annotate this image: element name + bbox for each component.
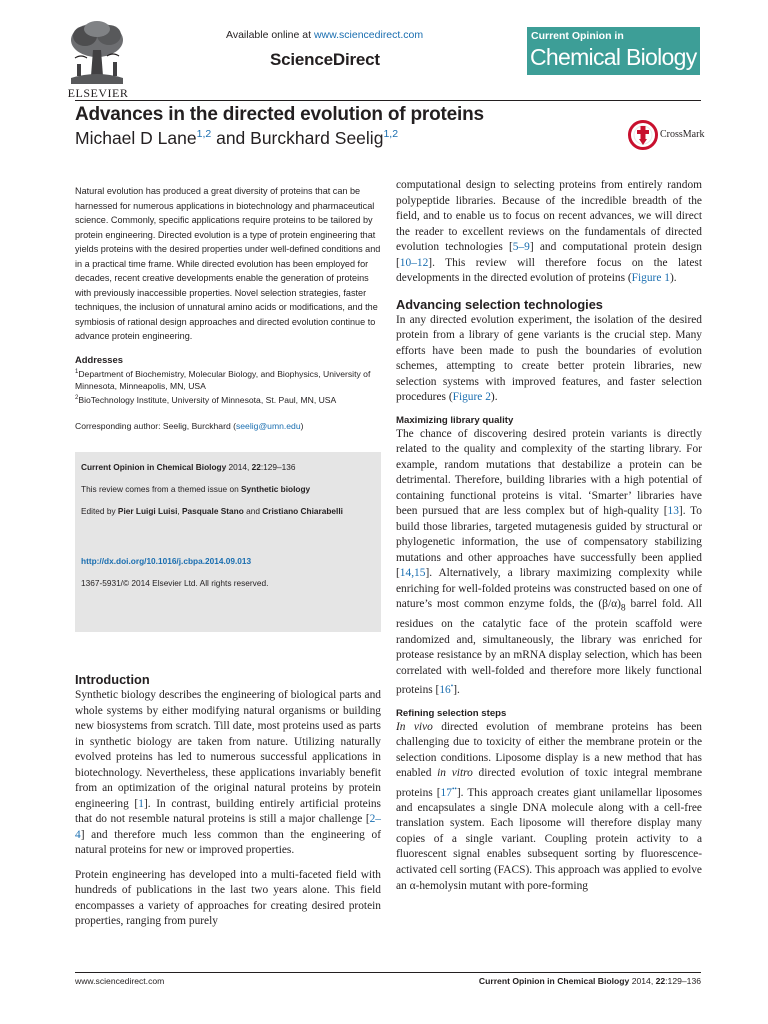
body-text-span: ]. In contrast, building entirely artificial proteins that do not resemble natural proteins is still a major challenge [ <box>75 797 381 826</box>
citation-year: 2014, <box>226 462 252 473</box>
journal-banner-large: Chemical Biology <box>530 44 697 70</box>
address-text: BioTechnology Institute, University of Minnesota, St. Paul, MN, USA <box>78 395 337 406</box>
body-text-span: barrel fold. All residues on the catalytic face of the protein scaffold were randomized and, simultaneously, the library was enriched for protease resistance by an mRNA display selection, which has been correlated with well-folded and therefore more likely functional proteins [ <box>396 598 702 697</box>
theme-line <box>81 483 375 495</box>
crossmark-icon <box>628 120 658 150</box>
intro-continuation-paragraph <box>396 178 702 287</box>
footer-journal: Current Opinion in Chemical Biology <box>478 976 630 986</box>
reference-marker: • <box>450 682 454 691</box>
address-number: 2 <box>75 395 79 402</box>
refining-selection-paragraph <box>396 720 702 894</box>
body-text-span: directed evolution of toxic integral membrane proteins [ <box>396 767 702 799</box>
body-text-span: In any directed evolution experiment, the isolation of the desired protein from a library of gene variants is the crucial step. Many efforts have been made to push the boundaries of evolution schemes, attempting to create better protein libraries, new selection systems with improved features, and faster selection procedures ( <box>396 313 702 404</box>
editor-name: Pasquale Stano <box>182 506 244 517</box>
library-quality-paragraph <box>396 427 702 699</box>
reference-marker: •• <box>451 784 457 793</box>
edited-prefix: Edited by <box>81 506 118 517</box>
body-text-span: ]. <box>453 684 460 697</box>
header-divider <box>75 100 701 101</box>
body-text-span: ]. This review will therefore focus on the latest developments in the directed evolution of proteins ( <box>396 256 702 285</box>
corresponding-author <box>75 420 381 432</box>
body-text-span: ]. To build those libraries, targeted mutagenesis guided by structural or phylogenetic information, the use of compensatory stabilizing mutations and other approaches have successfully been applied [ <box>396 505 702 580</box>
edited-by-line <box>81 505 375 517</box>
editor-name: Cristiano Chiarabelli <box>262 506 343 517</box>
body-text-span: ]. This approach creates giant unilamellar liposomes and encapsulates a single DNA molecule along with a cell-free translation system. Each liposome will therefore display many copies of a single variant. Coupling protein activity to a fluorescent signal enables subsequent sorting by fluorescence-activated cell sorting (FACS). This approach was applied to evolve an α-hemolysin mutant with pore-forming <box>396 786 703 892</box>
author-name[interactable]: Michael D Lane <box>75 128 197 148</box>
reference-link[interactable]: 14,15 <box>399 567 426 580</box>
addresses-heading: Addresses <box>75 354 123 366</box>
article-title: Advances in the directed evolution of proteins <box>75 104 484 125</box>
editor-name: Pier Luigi Luisi <box>117 506 178 517</box>
sciencedirect-link[interactable]: www.sciencedirect.com <box>313 29 424 41</box>
address-number: 1 <box>75 369 79 376</box>
selection-technologies-heading: Advancing selection technologies <box>396 296 603 312</box>
footer-citation <box>479 976 701 986</box>
author-conjunction: and <box>211 128 251 148</box>
body-text-span: ] and computational protein design [ <box>396 241 702 269</box>
elsevier-tree-logo <box>67 20 127 92</box>
author-email-link[interactable]: seelig@umn.edu <box>235 421 301 432</box>
footer-volume: 22 <box>655 976 666 986</box>
theme-prefix: This review comes from a themed issue on <box>81 484 242 495</box>
introduction-heading: Introduction <box>75 672 150 687</box>
body-text-span: Synthetic biology describes the engineering of biological parts and whole systems by either modifying natural organisms or building new biosystems from scratch. Till date, most proteins used as parts in synthetic biology are taken from nature. Utilizing naturally evolved proteins has led to numerous successful applications in biotechnology. Nevertheless, these applications invariably benefit from an optimization of the original natural proteins by protein engineering [ <box>75 689 381 810</box>
selection-technologies-paragraph <box>396 313 702 406</box>
publisher-name: ELSEVIER <box>67 86 129 100</box>
author-name[interactable]: Burckhard Seelig <box>250 128 384 148</box>
reference-link[interactable]: 13 <box>667 505 679 518</box>
body-text-span: The chance of discovering desired protein variants is directly related to the quality and complexity of the starting library. For example, random mutations that destabilize a protein can be detrimental. Therefore, building libraries with a high potential of containing functional proteins is vital. ‘Smarter’ libraries have been pursued that are less complex but of high-quality [ <box>396 427 702 518</box>
body-text-span: ] and therefore much less common than the engineering of natural proteins for new or improved properties. <box>75 828 381 857</box>
reference-link[interactable]: 1 <box>138 797 144 810</box>
figure-link[interactable]: Figure 1 <box>631 272 670 285</box>
author-line <box>75 128 398 149</box>
abstract: Natural evolution has produced a great diversity of proteins that can be harnessed for numerous applications in biotechnology and pharmaceutical science. Commonly, specific applications require proteins to be tailored by protein engineering. Directed evolution is a type of protein engineering that yields proteins with the desired properties under well-defined conditions and in a practical time frame. While directed evolution has been employed for decades, recent creative developments enable the generation of proteins with previously inaccessible properties. Novel selection strategies, faster techniques, the inclusion of unnatural amino acids or modifications, and the symbiosis of rational design approaches and directed evolution continue to advance protein engineering. <box>75 186 381 342</box>
reference-link[interactable]: 5–9 <box>512 241 530 254</box>
editor-separator: , <box>177 506 182 517</box>
body-text-span: ]. Alternatively, a library maximizing complexity while enriching for well-folded proteins was constructed based on one of nature’s most common enzyme folds, the (β/α) <box>396 567 702 611</box>
doi-link[interactable]: http://dx.doi.org/10.1016/j.cbpa.2014.09.013 <box>81 556 252 567</box>
citation-volume: 22 <box>251 462 261 473</box>
body-text-span: ). <box>669 272 677 285</box>
corresponding-prefix: Corresponding author: Seelig, Burckhard ( <box>75 421 236 432</box>
body-text-span: computational design to selecting proteins from entirely random polypeptide libraries. Because of the incredible breadth of the field, and to enable us to focus on recent advances, we will direct the reader to excellent reviews on the fundamentals of directed evolution technologies [ <box>396 179 702 254</box>
body-text-span: ). <box>490 391 498 404</box>
library-quality-heading: Maximizing library quality <box>396 414 514 426</box>
italic-term: In vivo <box>396 720 433 733</box>
crossmark-label: CrossMark <box>660 129 705 140</box>
corresponding-suffix: ) <box>300 421 304 432</box>
reference-link[interactable]: 16 <box>439 684 451 697</box>
address-1 <box>75 366 381 392</box>
copyright-line: 1367-5931/© 2014 Elsevier Ltd. All rights reserved. <box>81 578 269 589</box>
available-online-line <box>226 29 423 41</box>
citation-pages: :129–136 <box>260 462 296 473</box>
article-info-box <box>75 452 381 632</box>
footer-website[interactable]: www.sciencedirect.com <box>75 976 165 986</box>
footer-pages: :129–136 <box>665 976 701 986</box>
left-column <box>75 178 381 632</box>
introduction-section <box>75 672 381 930</box>
footer-divider <box>75 972 701 973</box>
figure-link[interactable]: Figure 2 <box>452 391 491 404</box>
address-2 <box>75 392 381 406</box>
citation-journal: Current Opinion in Chemical Biology <box>81 462 227 473</box>
affiliation-ref[interactable]: 1,2 <box>383 128 399 141</box>
sciencedirect-brand: ScienceDirect <box>270 50 380 69</box>
available-online-text: Available online at <box>226 29 314 41</box>
doi-line <box>81 555 375 567</box>
introduction-paragraph-1 <box>75 688 381 859</box>
subscript: 8 <box>620 603 626 614</box>
reference-link[interactable]: 10–12 <box>399 256 429 269</box>
right-column <box>396 178 702 894</box>
introduction-paragraph-2: Protein engineering has developed into a multi-faceted field with hundreds of publications in the last two years alone. This field encompasses a variety of approaches for creating desired protein properties, ranging from purely <box>75 868 381 928</box>
crossmark-badge[interactable] <box>628 120 708 150</box>
editor-separator: and <box>243 506 263 517</box>
footer-year: 2014, <box>629 976 656 986</box>
reference-link[interactable]: 2–4 <box>75 813 381 841</box>
affiliation-ref[interactable]: 1,2 <box>196 128 212 141</box>
italic-term: in vitro <box>437 767 473 780</box>
body-text-span: directed evolution of membrane proteins has been challenging due to toxicity of either the membrane protein or the selection conditions. Liposome display is a new method that has enabled <box>396 720 702 780</box>
citation-line <box>81 461 375 473</box>
journal-banner-small: Current Opinion in <box>531 30 624 42</box>
theme-name: Synthetic biology <box>241 484 311 495</box>
refining-selection-heading: Refining selection steps <box>396 707 507 719</box>
address-text: Department of Biochemistry, Molecular Biology, and Biophysics, University of Minnesota, Minneapolis, MN, USA <box>75 368 371 392</box>
reference-link[interactable]: 17 <box>440 786 452 799</box>
